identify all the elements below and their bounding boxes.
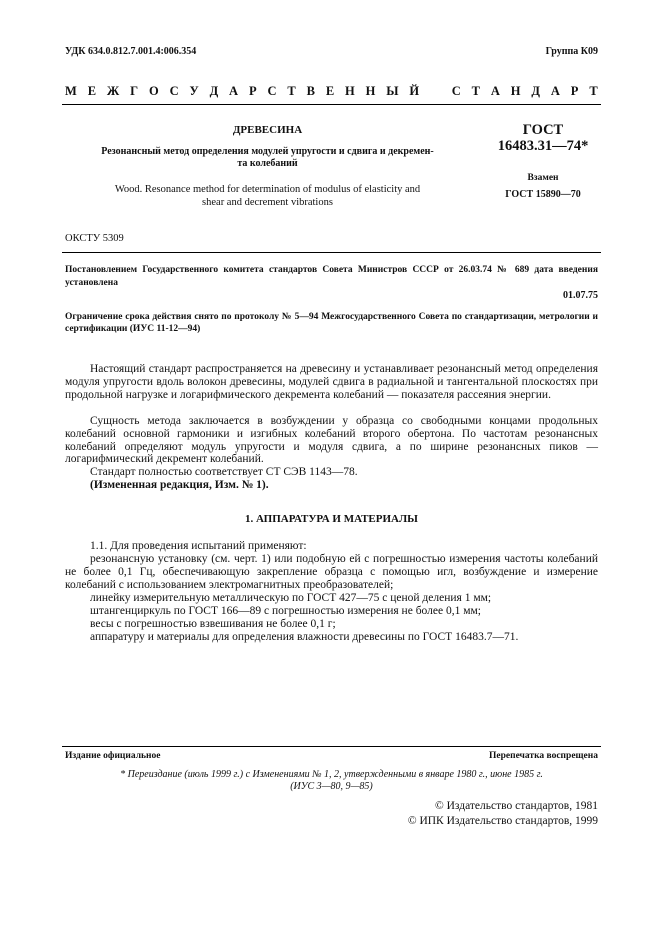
banner-letter: Й xyxy=(409,84,420,98)
list-item: штангенциркуль по ГОСТ 166—89 с погрешностью измерения не более 0,1 мм; xyxy=(90,605,481,617)
subtitle-line: Резонансный метод определения модулей упругости и сдвига и декремен- xyxy=(101,146,434,157)
introduction-date: 01.07.75 xyxy=(563,290,598,301)
banner-letter: А xyxy=(550,84,560,98)
decree-text: Постановлением Государственного комитета стандартов Совета Министров СССР от 26.03.74 № 689 дата введения установлена xyxy=(65,265,598,288)
footnote-line: (ИУС 3—80, 9—85) xyxy=(290,781,373,792)
reissue-footnote xyxy=(65,769,598,793)
banner-letter: Т xyxy=(471,84,481,98)
paragraph: Настоящий стандарт распространяется на древесину и устанавливает резонансный метод определения модуля упругости вдоль волокон древесины, модулей сдвига в радиальной и тангентальной плоскостях при продольной нагрузке и логарифмического декремента колебаний — показателя рассеяния энергии. xyxy=(65,363,598,401)
interstate-standard-banner xyxy=(65,84,598,99)
replaces-label: Взамен xyxy=(527,173,559,183)
banner-letter: Н xyxy=(510,84,521,98)
banner-letter: Д xyxy=(531,84,541,98)
footnote-line: * Переиздание (июль 1999 г.) с Изменениями № 1, 2, утвержденными в январе 1980 г., июне 1985 г. xyxy=(120,769,543,780)
list-item: линейку измерительную металлическую по ГОСТ 427—75 с ценой деления 1 мм; xyxy=(90,592,492,604)
english-title-line: Wood. Resonance method for determination of modulus of elasticity and xyxy=(114,184,421,195)
official-edition-label: Издание официальное xyxy=(65,751,161,761)
gost-number-block xyxy=(488,122,598,154)
banner-letter: А xyxy=(490,84,500,98)
divider xyxy=(62,104,601,105)
banner-letter: У xyxy=(189,84,199,98)
banner-letter: В xyxy=(306,84,315,98)
copyright: © Издательство стандартов, 1981 xyxy=(434,800,598,812)
list-item: аппаратуру и материалы для определения влажности древесины по ГОСТ 16483.7—71. xyxy=(90,631,519,643)
copyright: © ИПК Издательство стандартов, 1999 xyxy=(407,815,598,827)
list-item: 1.1. Для проведения испытаний применяют: xyxy=(90,540,307,552)
banner-letter: С xyxy=(169,84,179,98)
banner-letter: Н xyxy=(345,84,355,98)
banner-letter: Д xyxy=(209,84,219,98)
section-heading: 1. АППАРАТУРА И МАТЕРИАЛЫ xyxy=(245,513,418,525)
gost-label: ГОСТ xyxy=(522,122,564,138)
subtitle-line: та колебаний xyxy=(237,158,298,169)
banner-letter: Т xyxy=(589,84,598,98)
banner-letter: С xyxy=(267,84,277,98)
document-title: ДРЕВЕСИНА xyxy=(232,124,303,136)
banner-letter: О xyxy=(148,84,159,98)
banner-letter: Р xyxy=(570,84,579,98)
oksty-code: ОКСТУ 5309 xyxy=(65,233,124,244)
banner-letter: Н xyxy=(365,84,376,98)
banner-letter: М xyxy=(65,84,77,98)
gost-number: 16483.31—74* xyxy=(497,138,589,154)
banner-letter: Ы xyxy=(386,84,399,98)
list-item: весы с погрешностью взвешивания не более 0,1 г; xyxy=(90,618,336,630)
banner-letter: Е xyxy=(87,84,97,98)
replaces-standard: ГОСТ 15890—70 xyxy=(505,189,581,200)
banner-letter: Р xyxy=(248,84,257,98)
list-item: резонансную установку (см. черт. 1) или подобную ей с погрешностью измерения частоты колебаний не более 0,1 Гц, обеспечивающую закрепление образца с помощью игл, возбуждение и измерение колебаний с использованием электромагнитных преобразователей; xyxy=(65,553,598,591)
english-title xyxy=(65,183,470,209)
divider xyxy=(62,746,601,747)
banner-letter: Т xyxy=(287,84,296,98)
reprint-prohibited-label: Перепечатка воспрещена xyxy=(488,751,598,761)
banner-letter: А xyxy=(229,84,239,98)
restriction-text: Ограничение срока действия снято по протоколу № 5—94 Межгосударственного Совета по стандартизации, метрологии и сертификации (ИУС 11-12—94) xyxy=(65,312,598,334)
banner-letter: Г xyxy=(130,84,139,98)
amendment-note: (Измененная редакция, Изм. № 1). xyxy=(90,479,269,491)
divider xyxy=(62,252,601,253)
english-title-line: shear and decrement vibrations xyxy=(202,197,333,208)
banner-letter: Е xyxy=(325,84,335,98)
group-code: Группа К09 xyxy=(545,46,598,57)
paragraph: Сущность метода заключается в возбуждении у образца со свободными концами продольных колебаний основной гармоники и изгибных колебаний второго обертона. По частотам резонансных колебаний определяют модуль упругости и модуля сдвига, а по ширине резонансных пиков — логарифмический декремент колебаний. xyxy=(65,415,598,466)
udk-code: УДК 634.0.812.7.001.4:006.354 xyxy=(65,46,197,57)
paragraph: Стандарт полностью соответствует СТ СЭВ 1143—78. xyxy=(90,466,358,478)
document-subtitle xyxy=(65,146,470,170)
banner-letter: С xyxy=(451,84,461,98)
banner-letter: Ж xyxy=(106,84,120,98)
